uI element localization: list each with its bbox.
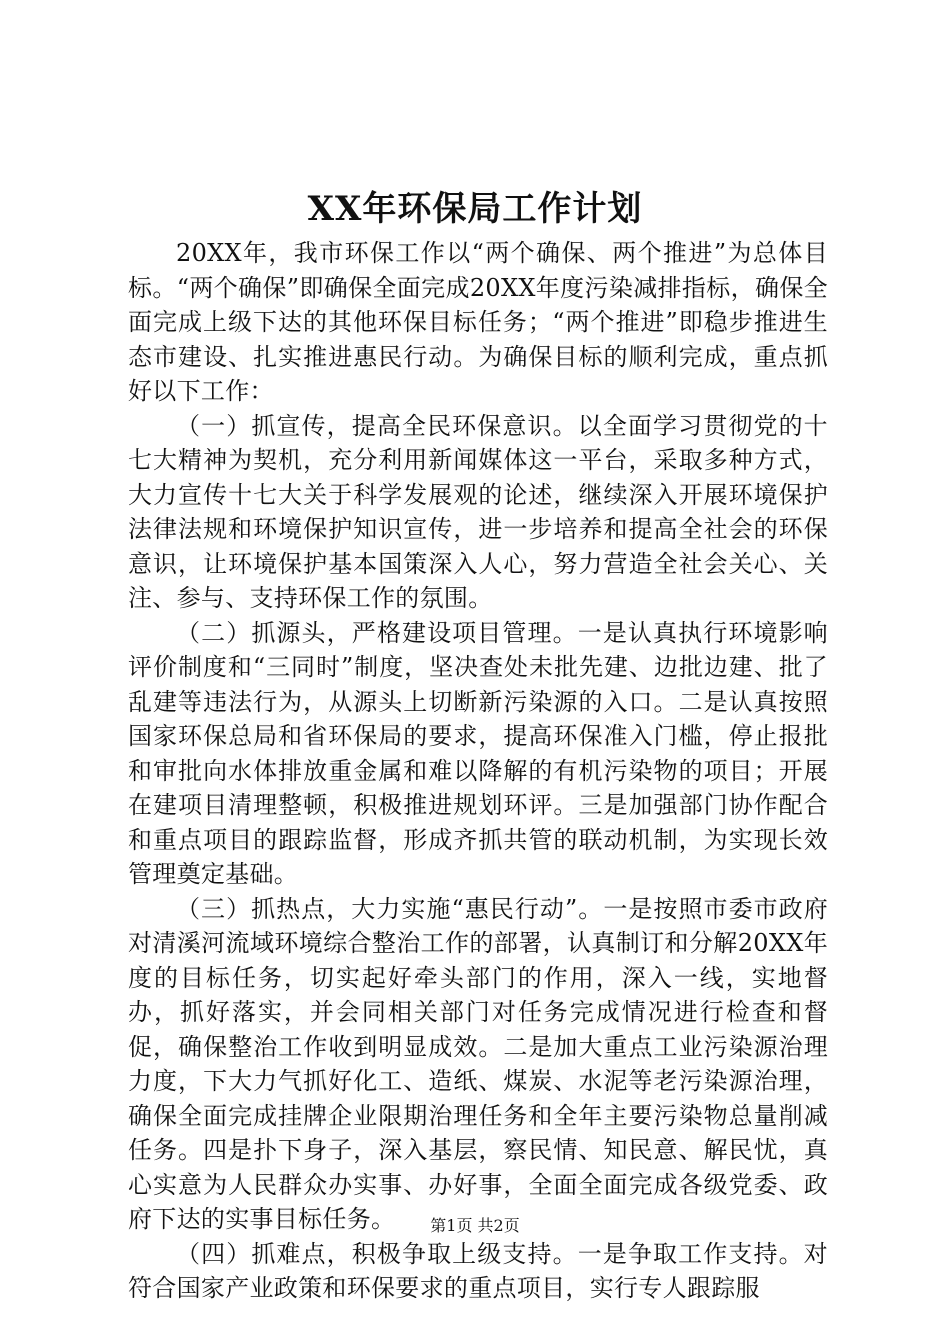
page-number-footer: 第1页 共2页 <box>430 1216 520 1235</box>
document-title: XX年环保局工作计划 <box>307 189 643 229</box>
paragraph-intro: 20XX年，我市环保工作以“两个确保、两个推进”为总体目标。“两个确保”即确保全面完成20XX年度污染减排指标，确保全面完成上级下达的其他环保目标任务；“两个推进”即稳步推进生态市建设、扎实推进惠民行动。为确保目标的顺利完成，重点抓好以下工作： <box>128 239 828 405</box>
document-body <box>128 236 828 1306</box>
paragraph-section-4: （四）抓难点，积极争取上级支持。一是争取工作支持。对符合国家产业政策和环保要求的重点项目，实行专人跟踪服 <box>128 1239 828 1302</box>
paragraph-section-1: （一）抓宣传，提高全民环保意识。以全面学习贯彻党的十七大精神为契机，充分利用新闻媒体这一平台，采取多种方式，大力宣传十七大关于科学发展观的论述，继续深入开展环境保护法律法规和环境保护知识宣传，进一步培养和提高全社会的环保意识，让环境保护基本国策深入人心，努力营造全社会关心、关注、参与、支持环保工作的氛围。 <box>128 411 828 612</box>
paragraph-section-2: （二）抓源头，严格建设项目管理。一是认真执行环境影响评价制度和“三同时”制度，坚决查处未批先建、边批边建、批了乱建等违法行为，从源头上切断新污染源的入口。二是认真按照国家环保总局和省环保局的要求，提高环保准入门槛，停止报批和审批向水体排放重金属和难以降解的有机污染物的项目；开展在建项目清理整顿，积极推进规划环评。三是加强部门协作配合和重点项目的跟踪监督，形成齐抓共管的联动机制，为实现长效管理奠定基础。 <box>128 618 828 888</box>
paragraph-section-3: （三）抓热点，大力实施“惠民行动”。一是按照市委市政府对清溪河流域环境综合整治工作的部署，认真制订和分解20XX年度的目标任务，切实起好牵头部门的作用，深入一线，实地督办，抓好落实，并会同相关部门对任务完成情况进行检查和督促，确保整治工作收到明显成效。二是加大重点工业污染源治理力度，下大力气抓好化工、造纸、煤炭、水泥等老污染源治理，确保全面完成挂牌企业限期治理任务和全年主要污染物总量削减任务。四是扑下身子，深入基层，察民情、知民意、解民忧，真心实意为人民群众办实事、办好事，全面全面完成各级党委、政府下达的实事目标任务。 <box>128 894 828 1233</box>
